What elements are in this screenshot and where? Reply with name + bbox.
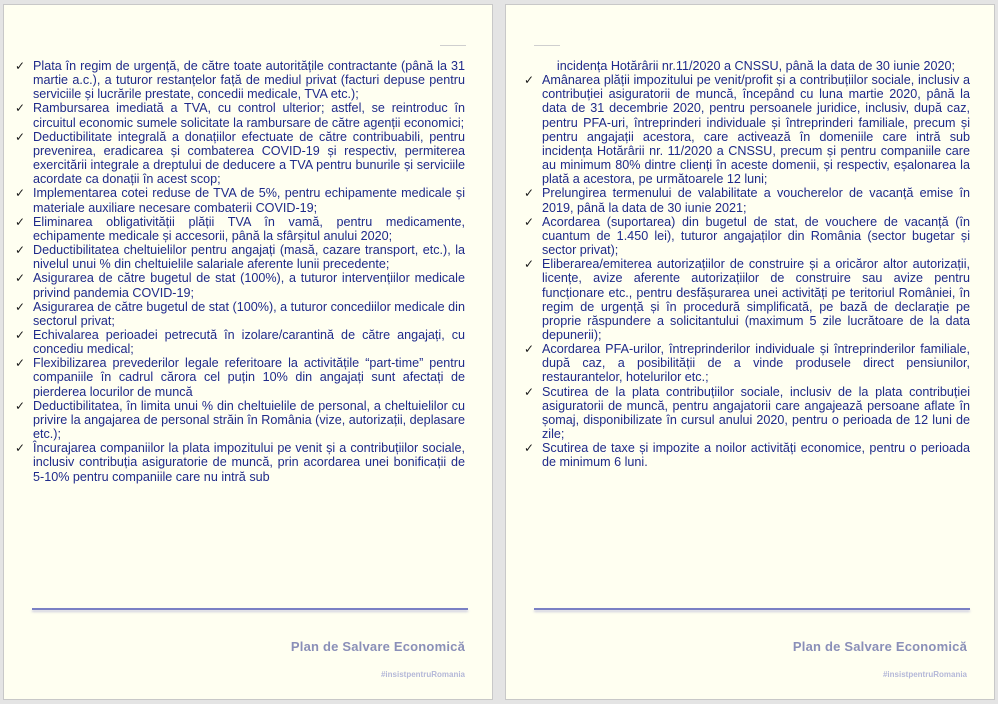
list-item: [11, 101, 465, 129]
checkmark-icon: ✓: [15, 299, 26, 314]
list-item: [11, 328, 465, 356]
checkmark-icon: ✓: [524, 257, 535, 272]
checkmark-icon: ✓: [15, 129, 26, 144]
list-item: [520, 342, 970, 384]
list-item: [11, 399, 465, 441]
checkmark-icon: ✓: [15, 59, 26, 73]
list-item-text: Eliminarea obligativității plății TVA în vamă, pentru medicamente, echipamente medicale și accesorii, până la sfârșitul anului 2020;: [33, 214, 465, 243]
list-item-text: Deductibilitate integrală a donațiilor efectuate de către contribuabili, pentru prevenirea, eradicarea și combaterea COVID-19 și respectiv, permiterea exercitării integrale a dreptului de deducere a TVA pentru bunurile și serviciile acordate ca donații în acest scop;: [33, 129, 465, 187]
list-item-text: Deductibilitatea, în limita unui % din cheltuielile de personal, a cheltuielilor cu privire la angajarea de personal străin în România (vize, autorizații, deplasare etc.);: [33, 398, 465, 442]
list-item: [520, 385, 970, 442]
checkmark-icon: ✓: [524, 342, 535, 357]
list-item-text: Echivalarea perioadei petrecută în izolare/carantină de către angajați, cu concediu medical;: [33, 327, 465, 357]
checkmark-icon: ✓: [15, 243, 26, 258]
list-item-text: Deductibilitatea cheltuielilor pentru angajați (masă, cazare transport, etc.), la nivelul unui % din cheltuielile salariale aferente lunii precedente;: [33, 243, 465, 272]
checkmark-icon: ✓: [524, 384, 535, 399]
footer-divider: [32, 608, 468, 610]
footer-hashtag: #insistpentruRomania: [882, 670, 967, 679]
measures-list: [520, 73, 970, 469]
list-item-text: Asigurarea de către bugetul de stat (100%), a tuturor concediilor medicale din sectorul privat;: [33, 299, 465, 328]
page-corner-mark: [534, 45, 560, 46]
list-item-text: Acordarea (suportarea) din bugetul de stat, de vouchere de vacanță (în cuantum de 1.450 lei), tuturor angajaților din România (sector bugetar și sector privat);: [542, 214, 970, 258]
list-item-text: Implementarea cotei reduse de TVA de 5%, pentru echipamente medicale și materiale auxiliare necesare combaterii COVID-19;: [33, 186, 465, 215]
page-content: [11, 59, 465, 484]
list-item: [11, 130, 465, 187]
list-item: [11, 243, 465, 271]
list-item: [520, 186, 970, 214]
list-item: [520, 215, 970, 257]
list-item-text: Rambursarea imediată a TVA, cu control ulterior; astfel, se reintroduc în circuitul economic sumele solicitate la rambursare de către agenții economici;: [33, 101, 465, 130]
document-page-right: [505, 4, 995, 700]
checkmark-icon: ✓: [15, 398, 26, 413]
checkmark-icon: ✓: [15, 101, 26, 116]
list-item-text: Scutirea de la plata contribuțiilor sociale, inclusiv de la plata contribuției asiguratorii de muncă, pentru angajatorii care angajează persoane aflate în șomaj, disponibilizate în cursul anului 2020, pentru o perioada de 12 luni de zile;: [542, 384, 970, 442]
list-item-text: Asigurarea de către bugetul de stat (100%), a tuturor intervențiilor medicale privind pandemia COVID-19;: [33, 271, 465, 300]
checkmark-icon: ✓: [15, 441, 26, 456]
checkmark-icon: ✓: [15, 356, 26, 371]
document-page-left: [3, 4, 493, 700]
checkmark-icon: ✓: [524, 186, 535, 201]
checkmark-icon: ✓: [524, 214, 535, 229]
list-item-text: Scutirea de taxe și impozite a noilor activități economice, pentru o perioada de minimum 6 luni.: [542, 441, 970, 470]
footer-divider: [534, 608, 970, 610]
list-item: [520, 441, 970, 469]
checkmark-icon: ✓: [15, 186, 26, 201]
list-item: [11, 300, 465, 328]
list-item-text: Acordarea PFA-urilor, întreprinderilor individuale și întreprinderilor familiale, după caz, a posibilității de a vinde produsele direct pensiunilor, restaurantelor, hotelurilor etc.;: [542, 342, 970, 385]
list-item-text: Încurajarea companiilor la plata impozitului pe venit și a contribuțiilor sociale, inclusiv contribuția asiguratorie de muncă, prin acordarea unei bonificații de 5-10% pentru companiile care nu intră sub: [33, 441, 465, 484]
page-content: [520, 59, 970, 470]
page-corner-mark: [440, 45, 466, 46]
footer-title: Plan de Salvare Economică: [290, 639, 465, 654]
list-item: [11, 215, 465, 243]
checkmark-icon: ✓: [15, 271, 26, 286]
footer-title: Plan de Salvare Economică: [792, 639, 967, 654]
list-item: [520, 73, 970, 186]
list-item-text: Flexibilizarea prevederilor legale referitoare la activitățile “part-time” pentru companiile în cadrul cărora cel puțin 10% din angajați sunt afectați de pierderea locurilor de muncă: [33, 356, 465, 399]
checkmark-icon: ✓: [15, 327, 26, 342]
measures-list: [11, 59, 465, 484]
footer-hashtag: #insistpentruRomania: [380, 670, 465, 679]
continued-text: incidența Hotărârii nr.11/2020 a CNSSU, până la data de 30 iunie 2020;: [556, 59, 956, 73]
checkmark-icon: ✓: [524, 73, 535, 88]
list-item: [520, 257, 970, 342]
list-item-text: Prelungirea termenului de valabilitate a voucherelor de vacanță emise în 2019, până la data de 30 iunie 2021;: [542, 186, 970, 215]
list-item: [11, 441, 465, 483]
list-item: [11, 356, 465, 398]
list-item: [11, 271, 465, 299]
list-item: [11, 59, 465, 101]
list-item-text: Plata în regim de urgență, de către toate autoritățile contractante (până la 31 martie a.c.), a tuturor restanțelor față de mediul privat (facturi depuse pentru serviciile și lucrările prestate, concedii medicale, TVA etc.);: [33, 59, 465, 102]
checkmark-icon: ✓: [524, 441, 535, 456]
checkmark-icon: ✓: [15, 214, 26, 229]
list-item-text: Amânarea plății impozitului pe venit/profit și a contribuțiilor sociale, inclusiv a contribuției asiguratorii de muncă, începând cu luna martie 2020, până la data de 31 decembrie 2020, pentru persoanele juridice, inclusiv, după caz, pentru PFA-uri, întreprinderi individuale și întreprinderi familiale, precum și pentru angajații acestora, care activează în domeniile care intră sub incidența Hotărârii nr. 11/2020 a CNSSU, precum și pentru companiile care au minimum 80% dintre clienți în aceste domenii, și respectiv, eșalonarea la plată a acestora, pe următoarele 12 luni;: [542, 73, 970, 187]
list-item: [11, 186, 465, 214]
list-item-text: Eliberarea/emiterea autorizațiilor de construire și a oricăror altor autorizații, licențe, avize aferente autorizațiilor de construire sau avize pentru funcționare etc., pentru desfășurarea unei activități pe teritoriul României, în regim de urgență și în procedură simplificată, pe bază de declarație pe proprie răspundere a solicitantului (maximum 5 zile lucrătoare de la data depunerii);: [542, 257, 970, 342]
